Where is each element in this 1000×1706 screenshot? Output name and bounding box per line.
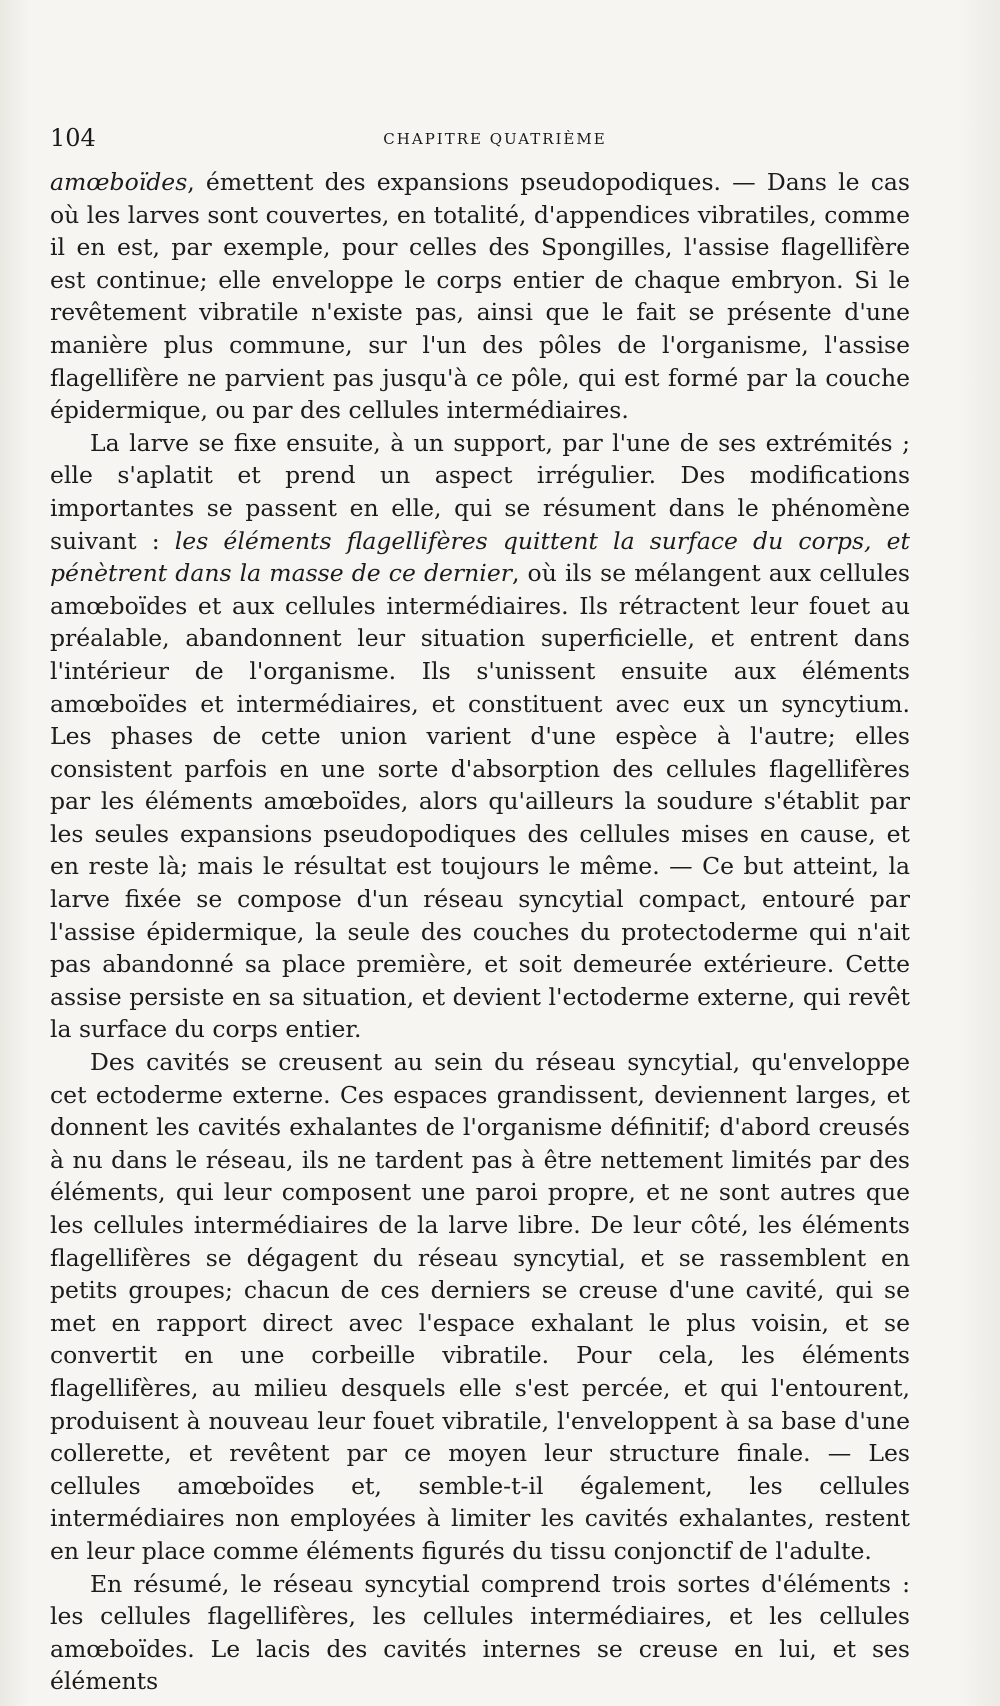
- text-segment: , émettent des expansions pseudopodiques. — Dans le cas où les larves sont couvertes, en totalité, d'appendices vibratiles, comme il en est, par exemple, pour celles des Spongilles, l'assise flagellifère est continue; elle enveloppe le corps entier de chaque embryon. Si le revêtement vibratile n'existe pas, ainsi que le fait se présente d'une manière plus commune, sur l'un des pôles de l'organisme, l'assise flagellifère ne parvient pas jusqu'à ce pôle, qui est formé par la couche épidermique, ou par des cellules intermédiaires.: [50, 168, 910, 425]
- page-header: [50, 124, 910, 156]
- running-head: CHAPITRE QUATRIÈME: [383, 130, 607, 148]
- text-segment-italic: amœboïdes: [50, 168, 188, 196]
- text-segment: En résumé, le réseau syncytial comprend trois sortes d'éléments : les cellules flagellifères, les cellules intermédiaires, et les cellules amœboïdes. Le lacis des cavités internes se creuse en lui, et ses éléments: [50, 1569, 910, 1696]
- paragraph: [50, 166, 910, 427]
- paragraph: [50, 1568, 910, 1698]
- page-number: 104: [50, 124, 96, 152]
- paragraph: [50, 1046, 910, 1568]
- body-text: [50, 166, 910, 1698]
- text-segment: , où ils se mélangent aux cellules amœboïdes et aux cellules intermédiaires. Ils rétractent leur fouet au préalable, abandonnent leur situation superficielle, et entrent dans l'intérieur de l'organisme. Ils s'unissent ensuite aux éléments amœboïdes et intermédiaires, et constituent avec eux un syncytium. Les phases de cette union varient d'une espèce à l'autre; elles consistent parfois en une sorte d'absorption des cellules flagellifères par les éléments amœboïdes, alors qu'ailleurs la soudure s'établit par les seules expansions pseudopodiques des cellules mises en cause, et en reste là; mais le résultat est toujours le même. — Ce but atteint, la larve fixée se compose d'un réseau syncytial compact, entouré par l'assise épidermique, la seule des couches du protectoderme qui n'ait pas abandonné sa place première, et soit demeurée extérieure. Cette assise persiste en sa situation, et devient l'ectoderme externe, qui revêt la surface du corps entier.: [50, 559, 910, 1044]
- paragraph: [50, 427, 910, 1046]
- text-segment-italic: les éléments flagellifères quittent la surface du corps, et pénètrent dans la masse de ce dernier: [50, 526, 910, 588]
- text-segment: Des cavités se creusent au sein du réseau syncytial, qu'enveloppe cet ectoderme externe. Ces espaces grandissent, deviennent larges, et donnent les cavités exhalantes de l'organisme définitif; d'abord creusés à nu dans le réseau, ils ne tardent pas à être nettement limités par des éléments, qui leur composent une paroi propre, et ne sont autres que les cellules intermédiaires de la larve libre. De leur côté, les éléments flagellifères se dégagent du réseau syncytial, et se rassemblent en petits groupes; chacun de ces derniers se creuse d'une cavité, qui se met en rapport direct avec l'espace exhalant le plus voisin, et se convertit en une corbeille vibratile. Pour cela, les éléments flagellifères, au milieu desquels elle s'est percée, et qui l'entourent, produisent à nouveau leur fouet vibratile, l'enveloppent à sa base d'une collerette, et revêtent par ce moyen leur structure finale. — Les cellules amœboïdes et, semble-t-il également, les cellules intermédiaires non employées à limiter les cavités exhalantes, restent en leur place comme éléments figurés du tissu conjonctif de l'adulte.: [50, 1048, 910, 1565]
- text-segment: La larve se fixe ensuite, à un support, par l'une de ses extrémités ; elle s'aplatit et prend un aspect irrégulier. Des modifications importantes se passent en elle, qui se résument dans le phénomène suivant :: [50, 428, 910, 555]
